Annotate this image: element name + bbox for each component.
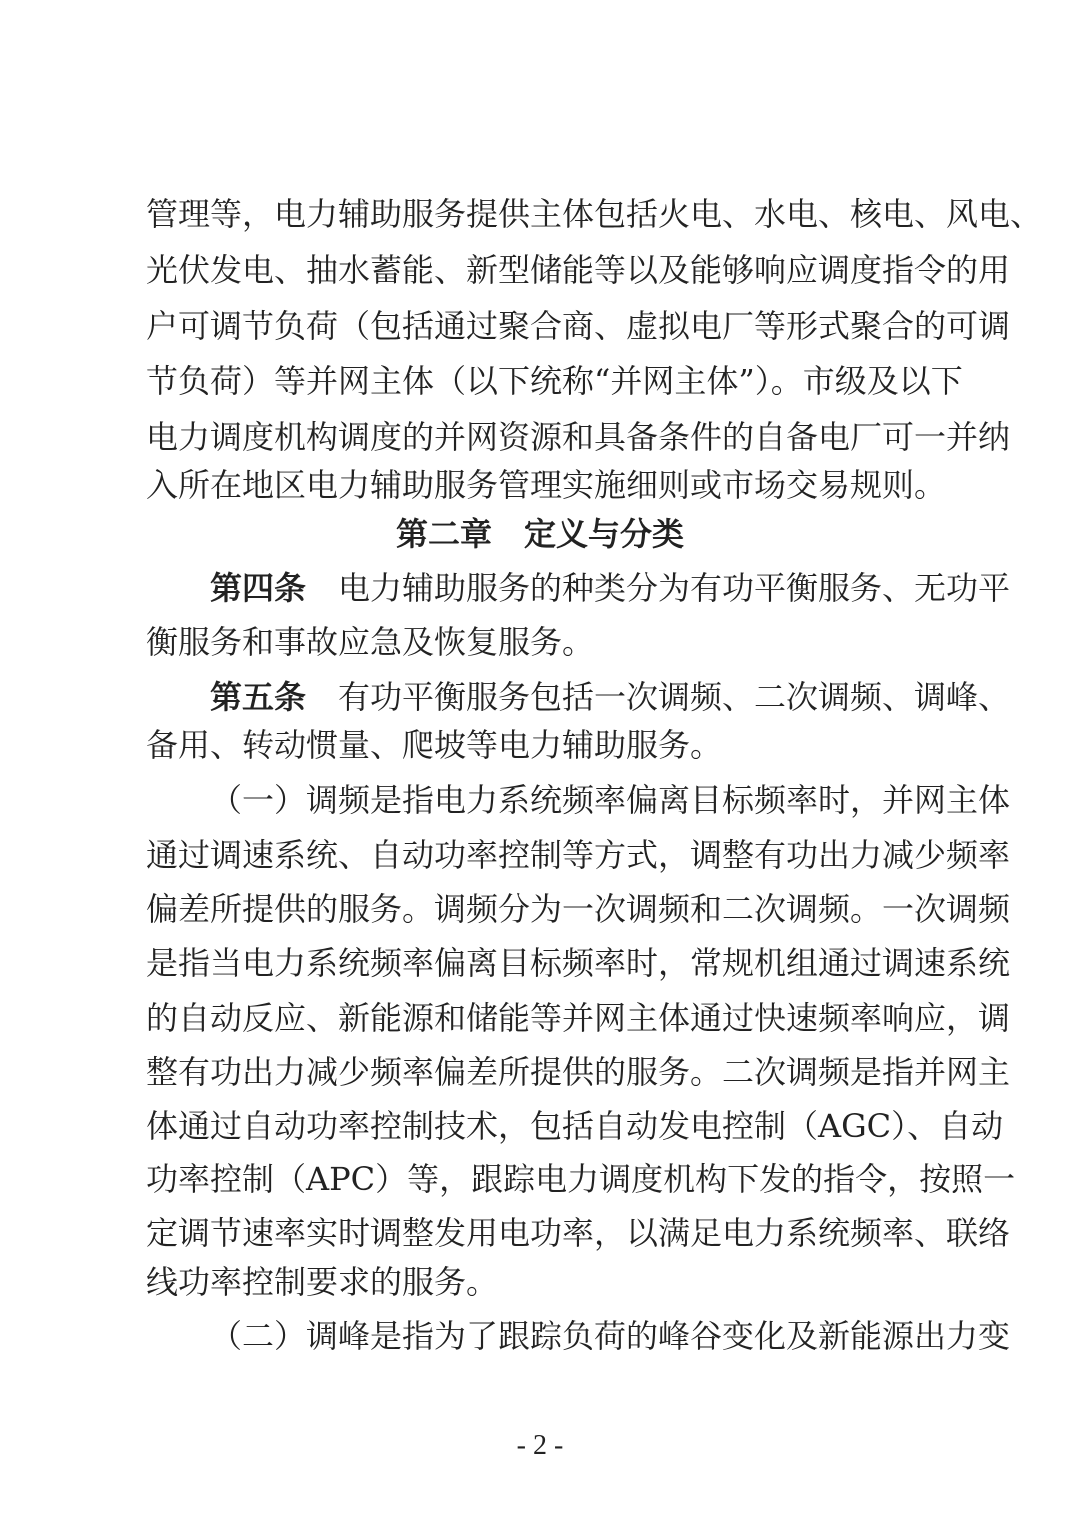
item-1-line: 的自动反应、新能源和储能等并网主体通过快速频率响应，调: [146, 999, 1011, 1037]
item-1-line: 体通过自动功率控制技术，包括自动发电控制（AGC）、自动: [146, 1107, 1004, 1145]
item-1-line: 功率控制（APC）等，跟踪电力调度机构下发的指令，按照一: [146, 1160, 1016, 1198]
item-1-line: 是指当电力系统频率偏离目标频率时，常规机组通过调速系统: [146, 944, 1011, 982]
item-1-line: 偏差所提供的服务。调频分为一次调频和二次调频。一次调频: [146, 890, 1011, 928]
item-1-line: （一）调频是指电力系统频率偏离目标频率时，并网主体: [210, 781, 1011, 819]
item-2-line: （二）调峰是指为了跟踪负荷的峰谷变化及新能源出力变: [210, 1317, 1011, 1355]
article-4-label: 第四条: [210, 569, 307, 607]
item-1-line: 整有功出力减少频率偏差所提供的服务。二次调频是指并网主: [146, 1053, 1011, 1091]
paragraph-line: 电力调度机构调度的并网资源和具备条件的自备电厂可一并纳: [146, 418, 1011, 456]
item-1-line: 通过调速系统、自动功率控制等方式，调整有功出力减少频率: [146, 836, 1011, 874]
item-1-line: 定调节速率实时调整发用电功率，以满足电力系统频率、联络: [146, 1214, 1011, 1252]
article-5-text: 有功平衡服务包括一次调频、二次调频、调峰、: [306, 678, 1011, 716]
paragraph-line: 入所在地区电力辅助服务管理实施细则或市场交易规则。: [146, 466, 947, 504]
paragraph-line: 户可调节负荷（包括通过聚合商、虚拟电厂等形式聚合的可调: [146, 307, 1011, 345]
item-1-line: 线功率控制要求的服务。: [146, 1263, 499, 1301]
paragraph-line: 节负荷）等并网主体（以下统称“并网主体”）。市级及以下: [146, 362, 963, 400]
article-5-first-line: [210, 677, 1011, 717]
article-4-first-line: [210, 568, 1011, 608]
page-number: - 2 -: [516, 1430, 564, 1461]
chapter-heading: 第二章 定义与分类: [395, 515, 684, 553]
article-4-second-line: 衡服务和事故应急及恢复服务。: [146, 623, 595, 661]
article-5-second-line: 备用、转动惯量、爬坡等电力辅助服务。: [146, 726, 723, 764]
article-5-label: 第五条: [210, 678, 307, 716]
paragraph-line: 管理等，电力辅助服务提供主体包括火电、水电、核电、风电、: [146, 195, 1043, 233]
paragraph-line: 光伏发电、抽水蓄能、新型储能等以及能够响应调度指令的用: [146, 251, 1011, 289]
article-4-text: 电力辅助服务的种类分为有功平衡服务、无功平: [306, 569, 1011, 607]
